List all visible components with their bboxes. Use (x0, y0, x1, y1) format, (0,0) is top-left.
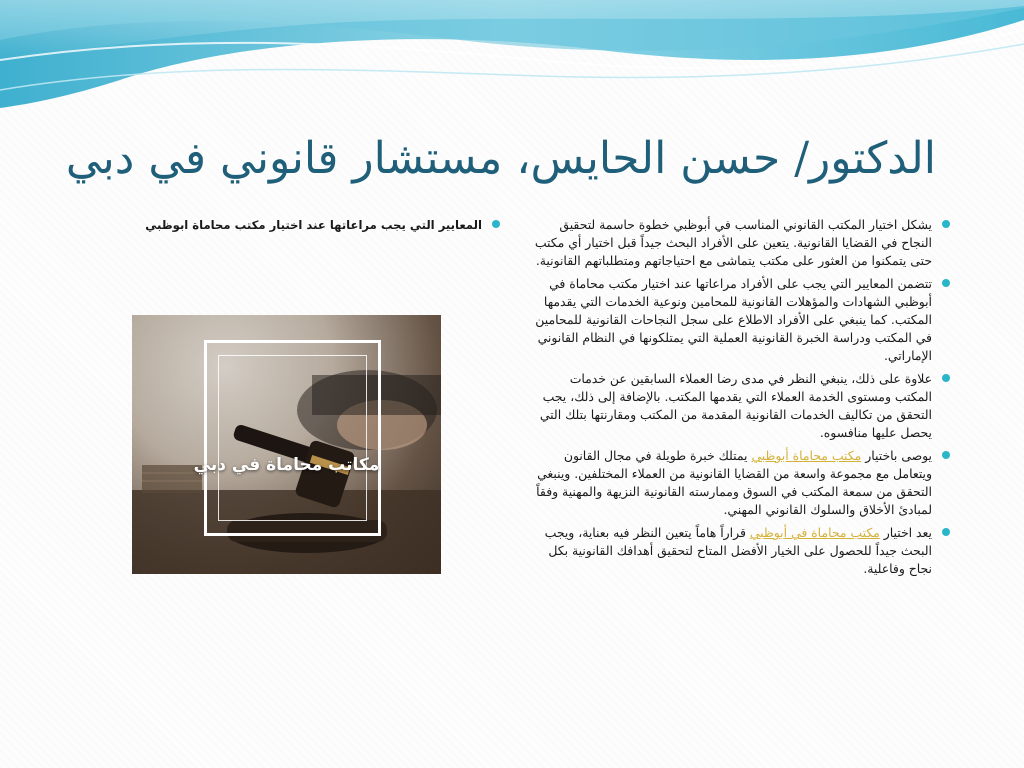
criteria-heading: المعايير التي يجب مراعاتها عند اختيار مكتب محاماة ابوظبي (145, 218, 482, 232)
header-wave-decoration (0, 0, 1024, 120)
list-item (530, 524, 950, 578)
paragraph-text: يعد اختيار (883, 525, 932, 540)
paragraph-text: تتضمن المعايير التي يجب على الأفراد مراعاتها عند اختيار مكتب محاماة في أبوظبي الشهادات والمؤهلات القانونية للمحامين ونوعية الخدمات التي يقدمها المكتب. كما ينبغي على الأفراد الاطلاع على سجل النجاحات القانونية للمحامين في المكتب ودراسة الخبرة القانونية العملية التي يمتلكونها في النظام القانوني الإماراتي. (535, 276, 932, 363)
law-office-photo (132, 315, 441, 574)
bullet-list (530, 216, 950, 578)
bullet-dot-icon (942, 451, 950, 459)
list-item (530, 447, 950, 519)
abu-dhabi-law-office-link[interactable]: مكتب محاماة أبوظبي (751, 448, 862, 463)
list-item (530, 370, 950, 442)
law-office-in-abu-dhabi-link[interactable]: مكتب محاماة في أبوظبي (749, 525, 880, 540)
bullet-dot-icon (942, 279, 950, 287)
bullet-dot-icon (942, 220, 950, 228)
list-item (530, 216, 950, 270)
list-item (530, 275, 950, 365)
list-item (118, 216, 500, 234)
photo-frame-inner (218, 355, 367, 521)
paragraph-text: علاوة على ذلك، ينبغي النظر في مدى رضا العملاء السابقين عن خدمات المكتب ومستوى الخدمة العملاء التي يقدمها المكتب. بالإضافة إلى ذلك، يجب التحقق من تكاليف الخدمات القانونية المقدمة من المكتب ومقارنتها بتلك التي يحصل عليها منافسوه. (539, 371, 932, 440)
left-text-column (118, 216, 500, 239)
bullet-dot-icon (942, 374, 950, 382)
paragraph-text: قراراً هاماً يتعين النظر فيه بعناية، ويجب البحث جيداً للحصول على الخيار الأفضل المتاح لتحقيق أهدافك القانونية بكل نجاح وفاعلية. (544, 525, 932, 576)
bullet-dot-icon (942, 528, 950, 536)
slide-title: الدكتور/ حسن الحايس، مستشار قانوني في دبي (65, 133, 936, 184)
paragraph-text: يمتلك خبرة طويلة في مجال القانون ويتعامل مع مجموعة واسعة من القضايا القانونية من العملاء المختلفين. وينبغي التحقق من سمعة المكتب في السوق وممارسته القانونية النزيهة والمهنية وفقاً لمبادئ الأخلاق والسلوك القانوني المهني. (536, 448, 932, 517)
bullet-dot-icon (492, 220, 500, 228)
paragraph-text: يشكل اختيار المكتب القانوني المناسب في أبوظبي خطوة حاسمة لتحقيق النجاح في القضايا القانونية. يتعين على الأفراد البحث جيداً قبل اختيار أي مكتب حتى يتمكنوا من العثور على مكتب يتماشى مع احتياجاتهم ومتطلباتهم القانونية. (534, 217, 932, 268)
right-text-column (530, 216, 950, 583)
paragraph-text: يوصى باختيار (865, 448, 932, 463)
bullet-list (118, 216, 500, 234)
image-caption: مكاتب محاماة في دبي (193, 455, 380, 475)
